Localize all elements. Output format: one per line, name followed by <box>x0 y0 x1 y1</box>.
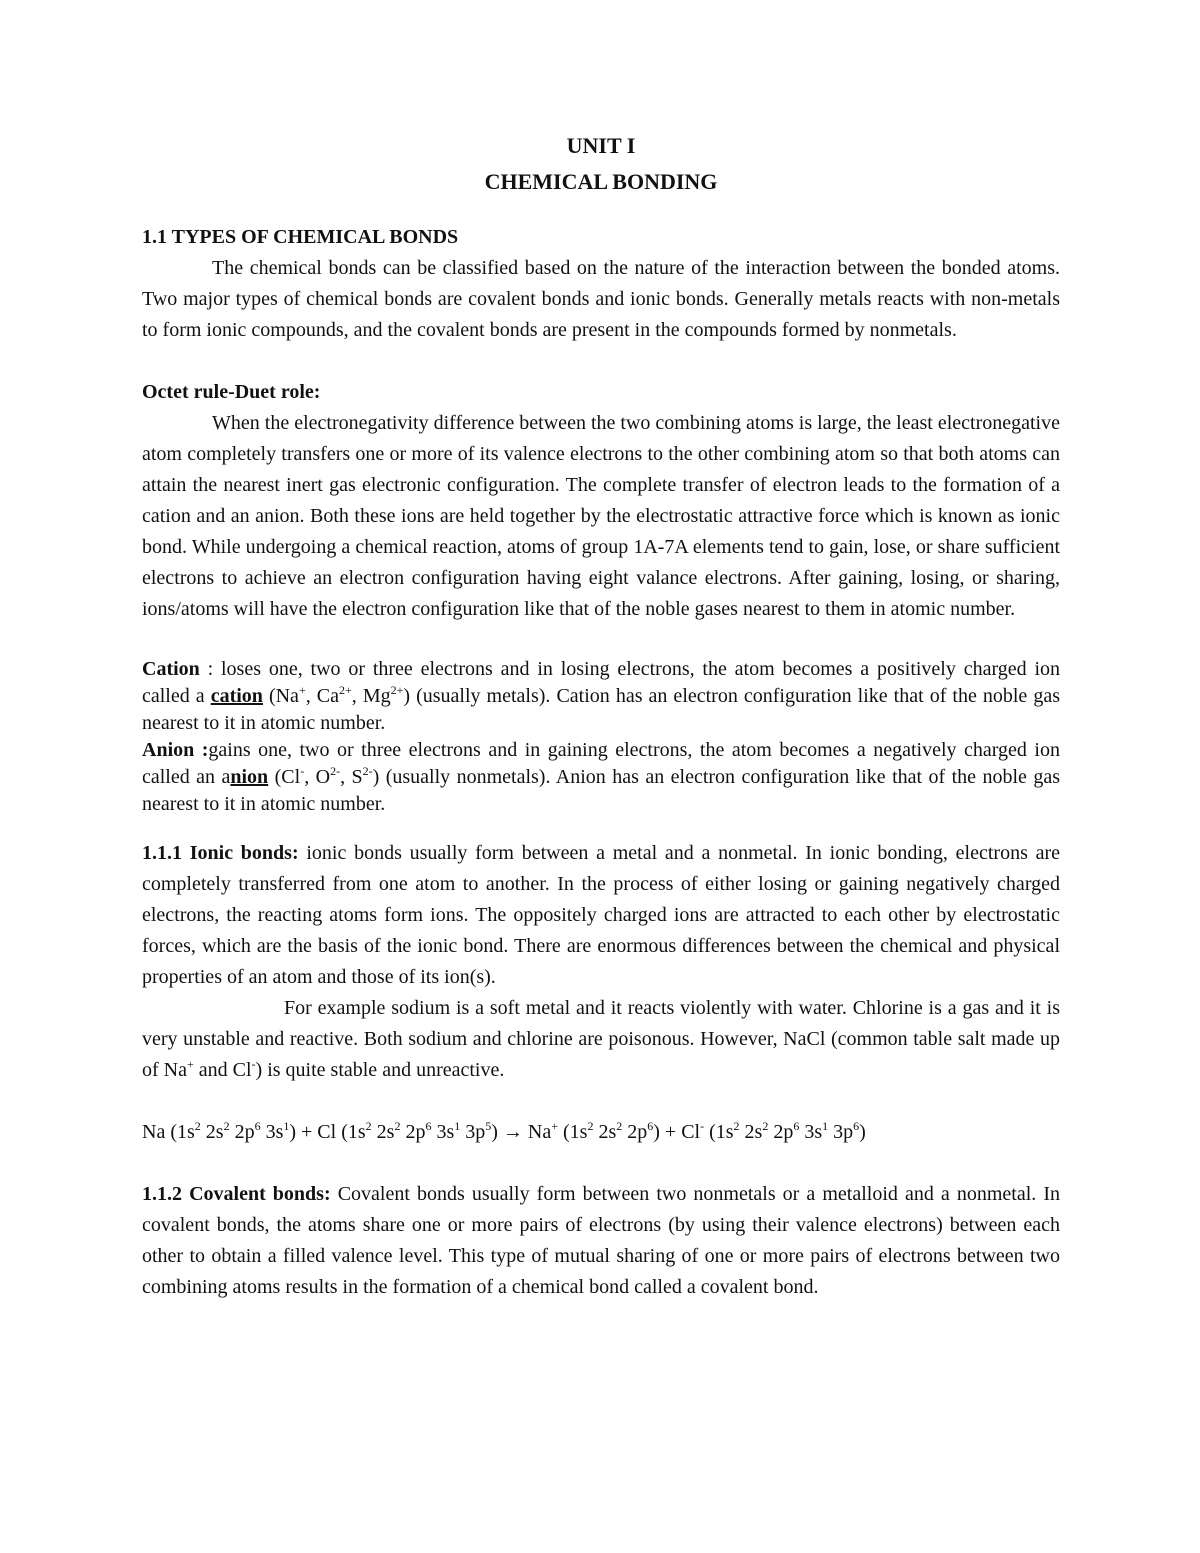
equation-superscript: - <box>700 1119 705 1133</box>
equation-text: 2s <box>371 1121 395 1143</box>
ionic-heading: 1.1.1 Ionic bonds: <box>142 842 299 864</box>
equation-text: 3p <box>460 1121 486 1143</box>
anion-label: Anion : <box>142 739 209 761</box>
equation-text: 3p <box>828 1121 854 1143</box>
equation-text: 2p <box>768 1121 794 1143</box>
equation-superscript: 2 <box>365 1119 372 1133</box>
ionic-example-paragraph: For example sodium is a soft metal and it reacts violently with water. Chlorine is a gas and it is very unstable and reactive. Both sodium and chlorine are poisonous. However, NaCl (common table salt made up of Na+ and Cl-) is quite stable and unreactive. <box>142 997 1060 1081</box>
equation-superscript: 1 <box>283 1119 290 1133</box>
unit-title: UNIT I <box>566 133 636 158</box>
equation-text: 2p <box>229 1121 255 1143</box>
equation-superscript: 2 <box>587 1119 594 1133</box>
equation-superscript: 1 <box>454 1119 461 1133</box>
equation-text: ) + Cl <box>653 1121 701 1143</box>
equation-text: 3s <box>431 1121 455 1143</box>
equation-superscript: 2 <box>194 1119 201 1133</box>
types-paragraph: The chemical bonds can be classified based on the nature of the interaction between the bonded atoms. Two major types of chemical bonds are covalent bonds and ionic bonds. Generally metals reacts with non-metals to form ionic compounds, and the covalent bonds are present in the compounds formed by nonmetals. <box>142 257 1060 341</box>
anion-paragraph: Anion :gains one, two or three electrons and in gaining electrons, the atom becomes a negatively charged ion called an anion (Cl-, $O^{2-}$, $S^{2-}$) (usually nonmetals). Anion has an electron configuration like that of the noble gas nearest to it in atomic number. <box>142 739 1061 815</box>
equation-text: 2s <box>739 1121 763 1143</box>
equation-superscript: 2 <box>394 1119 401 1133</box>
cation-label: Cation <box>142 658 200 680</box>
equation-superscript: 6 <box>853 1119 860 1133</box>
equation-superscript: 2 <box>616 1119 623 1133</box>
equation-text: 2s <box>200 1121 224 1143</box>
cation-term: cation <box>210 685 263 707</box>
section-heading-types: 1.1 TYPES OF CHEMICAL BONDS <box>142 226 459 248</box>
equation-text: 2p <box>400 1121 426 1143</box>
equation-text: 2p <box>622 1121 648 1143</box>
document-page <box>142 128 1060 1303</box>
cation-paragraph: Cation : loses one, two or three electrons and in losing electrons, the atom becomes a positively charged ion called a cation (Na+, $Ca^{2+}$, $Mg^{2+}$) (usually metals). Cation has an electron configuration like that of the noble gas nearest to it in atomic number. <box>142 658 1061 734</box>
equation-text: 3s <box>260 1121 284 1143</box>
equation-superscript: + <box>551 1119 558 1133</box>
equation-text: 3s <box>799 1121 823 1143</box>
equation-superscript: 1 <box>822 1119 829 1133</box>
octet-paragraph: When the electronegativity difference between the two combining atoms is large, the least electronegative atom completely transfers one or more of its valence electrons to the other combining atom so that both atoms can attain the nearest inert gas electronic configuration. The complete transfer of electron leads to the formation of a cation and an anion. Both these ions are held together by the electrostatic attractive force which is known as ionic bond. While undergoing a chemical reaction, atoms of group 1A-7A elements tend to gain, lose, or share sufficient electrons to achieve an electron configuration having eight valance electrons. After gaining, losing, or sharing, ions/atoms will have the electron configuration like that of the noble gases nearest to them in atomic number. <box>142 412 1060 620</box>
equation-text: (1s <box>704 1121 734 1143</box>
chapter-title: CHEMICAL BONDING <box>484 169 718 194</box>
equation-superscript: 6 <box>425 1119 432 1133</box>
equation-superscript: 6 <box>647 1119 654 1133</box>
anion-term: nion <box>230 766 269 788</box>
equation-text: Na (1s <box>142 1121 195 1143</box>
equation-text: ) → Na <box>491 1121 552 1143</box>
equation-superscript: 2 <box>762 1119 769 1133</box>
octet-heading: Octet rule-Duet role: <box>142 381 321 403</box>
covalent-heading: 1.1.2 Covalent bonds: <box>142 1183 331 1205</box>
equation-superscript: 6 <box>254 1119 261 1133</box>
ionization-equation <box>142 1117 1060 1148</box>
covalent-paragraph: 1.1.2 Covalent bonds: Covalent bonds usually form between two nonmetals or a metalloid and a nonmetal. In covalent bonds, the atoms share one or more pairs of electrons (by using their valence electrons) between each other to obtain a filled valence level. This type of mutual sharing of one or more pairs of electrons between two combining atoms results in the formation of a chemical bond called a covalent bond. <box>142 1183 1060 1298</box>
equation-text: ) <box>859 1121 866 1143</box>
equation-superscript: 6 <box>793 1119 800 1133</box>
equation-superscript: 5 <box>485 1119 492 1133</box>
ionic-paragraph: 1.1.1 Ionic bonds: ionic bonds usually form between a metal and a nonmetal. In ionic bonding, electrons are completely transferred from one atom to another. In the process of either losing or gaining negatively charged electrons, the reacting atoms form ions. The oppositely charged ions are attracted to each other by electrostatic forces, which are the basis of the ionic bond. There are enormous differences between the chemical and physical properties of an atom and those of its ion(s). <box>142 842 1060 988</box>
equation-text: (1s <box>558 1121 588 1143</box>
equation-text: ) + Cl (1s <box>289 1121 366 1143</box>
equation-superscript: 2 <box>223 1119 230 1133</box>
equation-text: 2s <box>593 1121 617 1143</box>
equation-superscript: 2 <box>733 1119 740 1133</box>
